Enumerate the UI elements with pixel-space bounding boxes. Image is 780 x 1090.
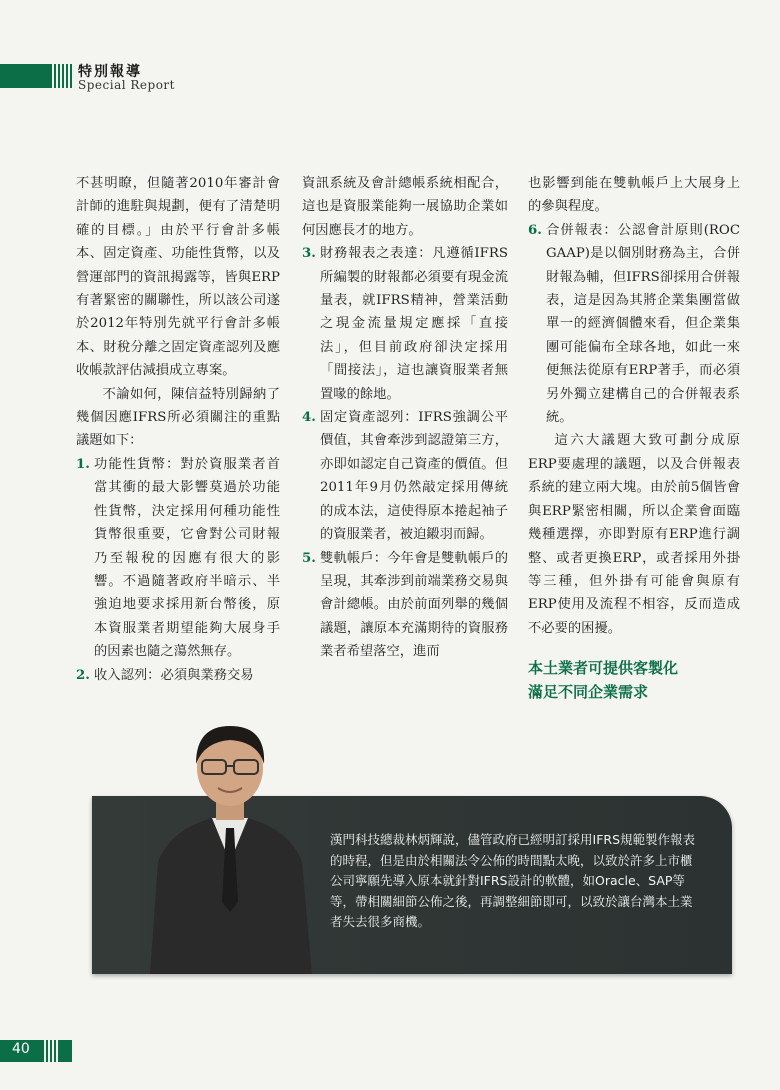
section-title: 特別報導: [78, 64, 142, 80]
list-number: 4.: [302, 410, 316, 426]
list-text: 收入認列：必須與業務交易: [94, 667, 254, 683]
page-number: 40: [12, 1041, 30, 1057]
header-stripes: [52, 64, 72, 88]
list-text: 功能性貨幣：對於資服業者首當其衝的最大影響莫過於功能性貨幣，決定採用何種功能性貨幣很重要，它會對公司財報乃至報稅的因應有很大的影響。不過隨著政府半暗示、半強迫地要求採用新台幣後，原本資服業者期望能夠大展身手的因素也隨之蕩然無存。: [94, 456, 280, 660]
paragraph: 這六大議題大致可劃分成原ERP要處理的議題，以及合併報表系統的建立兩大塊。由於前5個皆會與ERP緊密相關，所以企業會面臨幾種選擇，亦即對原有ERP進行調整、或者更換ERP，或者採用外掛等三種，但外掛有可能會與原有ERP使用及流程不相容，反而造成不必要的困擾。: [528, 433, 740, 636]
list-text: 雙軌帳戶：今年會是雙軌帳戶的呈現，其牽涉到前端業務交易與會計總帳。由於前面列舉的幾個議題，讓原本充滿期待的資服務業者希望落空，進而: [320, 550, 508, 660]
article-column-1: [76, 172, 280, 687]
subheading-line-1: 本土業者可提供客製化: [528, 659, 679, 678]
article-column-3: [528, 172, 740, 704]
list-item: [302, 547, 508, 664]
footer-accent-bar: [0, 1040, 72, 1062]
paragraph: 不甚明瞭，但隨著2010年審計會計師的進駐與規劃，便有了清楚明確的目標。」由於平行會計多帳本、固定資產、功能性貨幣，以及營運部門的資訊揭露等，皆與ERP有著緊密的關聯性，所以該公司遂於2012年特別先就平行會計多帳本、財稅分離之固定資產認列及應收帳款評估減損成立專案。: [76, 176, 280, 379]
footer-stripes: [44, 1040, 60, 1062]
list-item: [302, 406, 508, 546]
list-number: 1.: [76, 456, 90, 472]
photo-caption: 漢門科技總裁林炳輝說，儘管政府已經明訂採用IFRS規範製作報表的時程，但是由於相關法令公佈的時間點太晚，以致於許多上市櫃公司寧願先導入原本就針對IFRS設計的軟體，如Oracle、SAP等等，帶相關細節公佈之後，再調整細節即可，以致於讓台灣本土業者失去很多商機。: [330, 832, 695, 930]
subheading: [528, 656, 740, 704]
subheading-line-2: 滿足不同企業需求: [528, 683, 649, 702]
list-text: 財務報表之表達：凡遵循IFRS所編製的財報都必須要有現金流量表，就IFRS精神，營業活動之現金流量規定應採「直接法」，但目前政府卻決定採用「間接法」，這也讓資服業者無置喙的餘地。: [320, 246, 508, 402]
list-number: 5.: [302, 550, 316, 566]
paragraph: 資訊系統及會計總帳系統相配合，這也是資服業能夠一展協助企業如何因應長才的地方。: [302, 176, 508, 238]
list-item: [302, 242, 508, 406]
paragraph: 不論如何，陳信益特別歸納了幾個因應IFRS所必須關注的重點議題如下：: [76, 386, 280, 449]
list-item: [76, 664, 280, 687]
list-text: 合併報表：公認會計原則(ROC GAAP)是以個別財務為主，合併財報為輔，但IFRS卻採用合併報表，這是因為其將企業集團當做單一的經濟個體來看，但企業集團可能偏布全球各地，如此一來便無法從原有ERP著手，而必須另外獨立建構自己的合併報表系統。: [546, 222, 740, 426]
list-number: 2.: [76, 667, 90, 683]
list-item: [76, 453, 280, 664]
list-item: [528, 219, 740, 430]
section-subtitle: Special Report: [78, 78, 175, 92]
list-text: 固定資產認列：IFRS強調公平價值，其會牽涉到認證第三方，亦即如認定自己資產的價值。但2011年9月仍然敲定採用傳統的成本法，這使得原本捲起袖子的資服業者，被迫鎩羽而歸。: [320, 410, 508, 543]
article-column-2: [302, 172, 508, 664]
portrait-photo: [140, 712, 320, 974]
list-number: 3.: [302, 246, 316, 262]
list-number: 6.: [528, 222, 542, 238]
paragraph: 也影響到能在雙軌帳戶上大展身上的參與程度。: [528, 176, 740, 215]
